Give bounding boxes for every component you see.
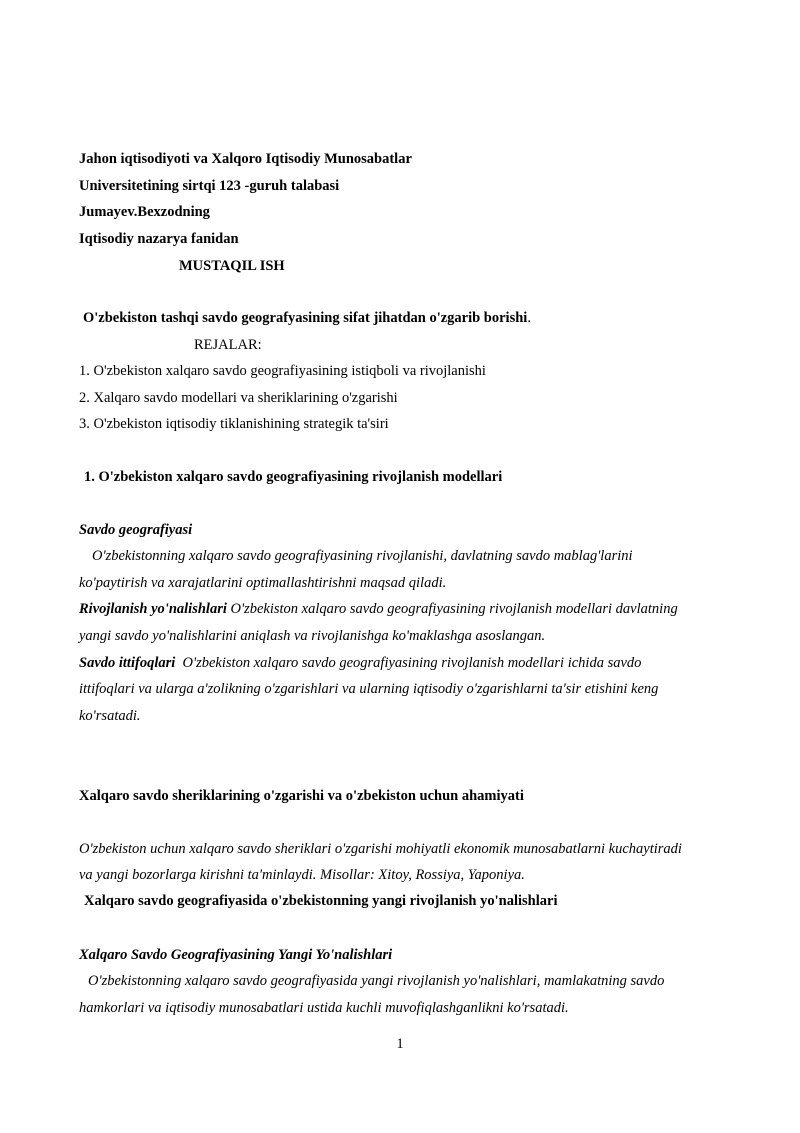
page-number: 1 <box>396 1036 404 1052</box>
section3-paragraph-line2: hamkorlari va iqtisodiy munosabatlari ustida kuchli muvofiqlashganlikni ko'rsatadi. <box>79 1000 569 1016</box>
section1-subtitle-directions: Rivojlanish yo'nalishlari <box>79 601 227 617</box>
topic-title-period: . <box>527 310 531 326</box>
section1-paragraph2-line1 <box>79 600 678 618</box>
section1-paragraph1-line1: O'zbekistonning xalqaro savdo geografiyasining rivojlanishi, davlatning savdo mablag'larini <box>92 548 633 564</box>
topic-title <box>83 309 531 327</box>
section3-heading: Xalqaro savdo geografiyasida o'zbekistonning yangi rivojlanish yo'nalishlari <box>84 893 558 909</box>
section2-paragraph-line1: O'zbekiston uchun xalqaro savdo sheriklari o'zgarishi mohiyatli ekonomik munosabatlarni kuchaytiradi <box>79 841 682 857</box>
section1-paragraph3-text: O'zbekiston xalqaro savdo geografiyasining rivojlanish modellari ichida savdo <box>182 655 642 671</box>
section1-subtitle-trade-geography: Savdo geografiyasi <box>79 522 193 538</box>
section1-subtitle-alliances: Savdo ittifoqlari <box>79 655 176 671</box>
section1-paragraph2-text: O'zbekiston xalqaro savdo geografiyasining rivojlanish modellari davlatning <box>230 601 678 617</box>
plan-item-1: 1. O'zbekiston xalqaro savdo geografiyasining istiqboli va rivojlanishi <box>79 363 486 379</box>
header-line-university: Jahon iqtisodiyoti va Xalqoro Iqtisodiy Munosabatlar <box>79 151 412 167</box>
section2-heading: Xalqaro savdo sheriklarining o'zgarishi va o'zbekiston uchun ahamiyati <box>79 788 524 804</box>
section1-paragraph3-line1 <box>79 654 641 672</box>
section1-paragraph1-line2: ko'paytirish va xarajatlarini optimallashtirishni maqsad qiladi. <box>79 575 447 591</box>
section1-paragraph2-line2: yangi savdo yo'nalishlarini aniqlash va rivojlanishga ko'maklashga asoslangan. <box>79 628 546 644</box>
plan-item-2: 2. Xalqaro savdo modellari va sheriklarining o'zgarishi <box>79 390 398 406</box>
section3-subtitle: Xalqaro Savdo Geografiyasining Yangi Yo'nalishlari <box>79 947 393 963</box>
header-line-student: Jumayev.Bexzodning <box>79 204 210 220</box>
plan-item-3: 3. O'zbekiston iqtisodiy tiklanishining strategik ta'siri <box>79 416 389 432</box>
plan-heading: REJALAR: <box>194 337 262 353</box>
section1-paragraph3-line3: ko'rsatadi. <box>79 708 141 724</box>
section3-paragraph-line1: O'zbekistonning xalqaro savdo geografiyasida yangi rivojlanish yo'nalishlari, mamlakatning savdo <box>88 973 665 989</box>
section1-heading: 1. O'zbekiston xalqaro savdo geografiyasining rivojlanish modellari <box>84 469 503 485</box>
section1-paragraph3-line2: ittifoqlari va ularga a'zolikning o'zgarishlari va ularning iqtisodiy o'zgarishlarni ta'sir etishini keng <box>79 681 659 697</box>
work-type-title: MUSTAQIL ISH <box>179 258 285 274</box>
header-line-subject: Iqtisodiy nazarya fanidan <box>79 231 239 247</box>
topic-title-text: O'zbekiston tashqi savdo geografyasining sifat jihatdan o'zgarib borishi <box>83 310 528 326</box>
header-line-group: Universitetining sirtqi 123 -guruh talabasi <box>79 178 340 194</box>
section2-paragraph-line2: va yangi bozorlarga kirishni ta'minlaydi. Misollar: Xitoy, Rossiya, Yaponiya. <box>79 867 525 883</box>
